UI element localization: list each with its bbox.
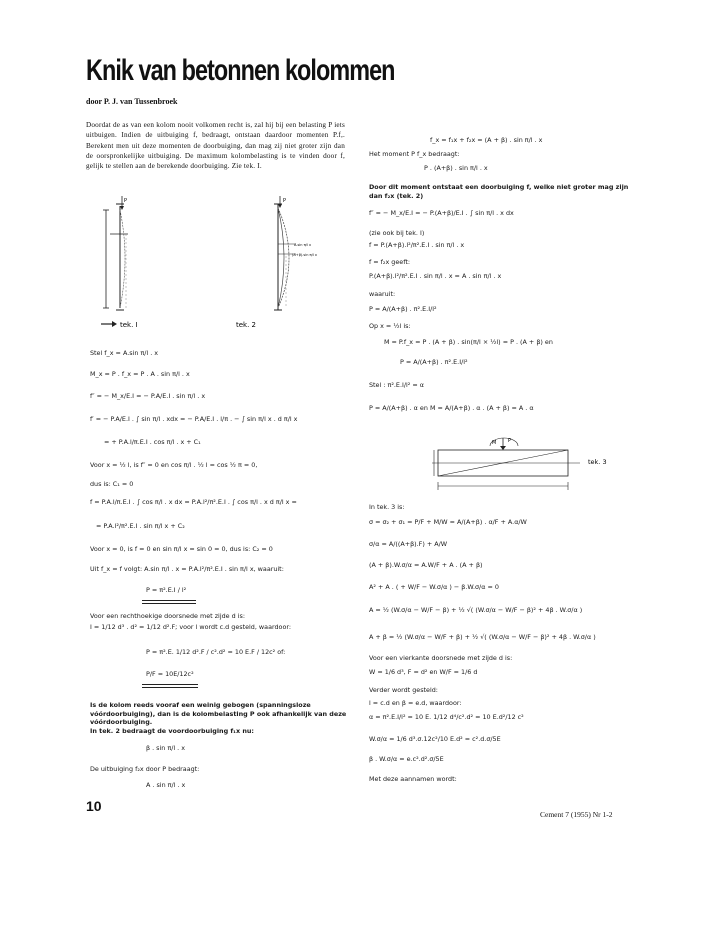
formula-left-9: = P.A.l²/π².E.I . sin π/l x + C₂ [96,522,185,530]
formula-right-26: Verder wordt gesteld: [369,686,438,694]
svg-text:P: P [124,198,128,204]
intro-paragraph: Doordat de as van een kolom nooit volkomen recht is, zal hij bij een belasting P iets uitbuigen. Indien de uitbuiging f, bedraagt, ontstaan daardoor momenten P.f,. Berekent men uit deze momenten de doorbuiging, dan mag zij niet groter zijn dan de oorspronkelijke uitbuiging. De maximum kolombelasting is te vinden door f, gelijk te stellen aan de berekende doorbuiging. Zie tek. I. [86,121,345,171]
formula-left-10: Voor x = 0, is f = 0 en sin π/l x = sin 0 = 0, dus is: C₂ = 0 [90,545,273,553]
formula-left-21: A . sin π/l . x [146,781,186,789]
figure-tek3 [430,436,630,496]
formula-right-24: Voor een vierkante doorsnede met zijde d is: [369,654,513,662]
formula-right-14: P = A/(A+β) . π².E.I/l² [400,358,468,366]
underline-rule [142,687,198,688]
tek3-label: tek. 3 [588,458,607,466]
formula-right-16: P = A/(A+β) . α en M = A/(A+β) . α . (A + β) = A . α [369,404,534,412]
formula-right-27: l = c.d en β = e.d, waardoor: [369,699,462,707]
formula-right-2: Het moment P f_x bedraagt: [369,150,460,158]
formula-left-18: In tek. 2 bedraagt de voordoorbuiging f₁x nu: [90,727,254,735]
svg-text:P: P [283,198,287,204]
tek2-curve-label-2: (A+β).sin π/l x [292,253,317,257]
formula-right-3: P . (A+β) . sin π/l . x [424,164,488,172]
formula-right-1: f_x = f₁x + f₂x = (A + β) . sin π/l . x [430,136,543,144]
formula-right-13: M = P.f_x = P . (A + β) . sin(π/l × ½l) = P . (A + β) en [384,338,553,346]
formula-right-28: α = π².E.I/l² = 10 E. 1/12 d⁴/c².d² = 10 E.d²/12 c² [369,713,524,721]
formula-left-17: Is de kolom reeds vooraf een weinig gebogen (spanningsloze vóórdoorbuiging), dan is de kolombelasting P ook afhankelijk van deze vóórdoorbuiging. [90,701,347,727]
formula-left-8: f = P.A.l/π.E.I . ∫ cos π/l . x dx = P.A.l²/π².E.I . ∫ cos π/l . x d π/l x = [90,498,297,506]
formula-right-15: Stel : π².E.I/l² = α [369,381,425,389]
formula-right-8: f = f₂x geeft: [369,258,411,266]
formula-left-13: Voor een rechthoekige doorsnede met zijde d is: [90,612,245,620]
journal-reference: Cement 7 (1955) Nr 1-2 [540,810,613,819]
formula-left-19: β . sin π/l . x [146,744,186,752]
formula-right-20: (A + β).W.σ/α = A.W/F + A . (A + β) [369,561,483,569]
formula-left-14: I = 1/12 d³ . d² = 1/12 d².F; voor l wordt c.d gesteld, waardoor: [90,623,292,631]
formula-right-30: β . W.σ/α = e.c².d².σ/5E [369,755,444,763]
underline-rule [142,600,196,601]
formula-right-19: σ/α = A/((A+β).F) + A/W [369,540,448,548]
page-number: 10 [86,798,102,814]
tek2-curve-label-1: A.sin π/l x [294,243,312,247]
formula-right-22: A = ½ (W.σ/α − W/F − β) + ½ √( (W.σ/α − W/F − β)² + 4β . W.σ/α ) [369,606,583,614]
author-byline: door P. J. van Tussenbroek [86,97,178,106]
formula-left-20: De uitbuiging f₂x door P bedraagt: [90,765,200,773]
formula-left-12: P = π².E.I / l² [146,586,187,594]
formula-right-25: W = 1/6 d³, F = d² en W/F = 1/6 d [369,668,478,676]
formula-right-5: f″ = − M_x/E.I = − P.(A+β)/E.I . ∫ sin π/l . x dx [369,209,514,217]
formula-left-16: P/F = 10E/12c² [146,670,194,678]
formula-right-18: σ = σ₂ + σ₁ = P/F + M/W = A/(A+β) . α/F + A.α/W [369,518,527,526]
formula-left-1: Stel f_x = A.sin π/l . x [90,349,159,357]
formula-right-9: P.(A+β).l²/π².E.I . sin π/l . x = A . sin π/l . x [369,272,502,280]
formula-right-29: W.σ/α = 1/6 d³.σ.12c²/10 E.d² = c².d.σ/5E [369,735,501,743]
formula-right-21: A² + A . ( + W/F − W.σ/α ) − β.W.σ/α = 0 [369,583,499,591]
formula-left-5: = + P.A.l/π.E.I . cos π/l . x + C₁ [104,438,201,446]
tek1-column-diagram [101,196,138,329]
formula-left-7: dus is: C₁ = 0 [90,480,134,488]
formula-right-12: Op x = ½l is: [369,322,411,330]
formula-right-7: f = P.(A+β).l²/π².E.I . sin π/l . x [369,241,465,249]
formula-right-31: Met deze aannamen wordt: [369,775,457,783]
tek2-label: tek. 2 [236,321,257,329]
svg-text:M: M [492,440,497,446]
underline-rule [142,684,198,685]
formula-left-4: f′ = − P.A/E.I . ∫ sin π/l . xdx = − P.A/E.I . l/π . − ∫ sin π/l x . d π/l x [90,415,298,423]
formula-left-6: Voor x = ½ l, is f″ = 0 en cos π/l . ½ l = cos ½ π = 0, [90,461,258,469]
formula-right-6: (zie ook bij tek. I) [369,229,425,237]
tek2-column-diagram [236,196,317,329]
formula-right-17: In tek. 3 is: [369,503,405,511]
formula-left-2: M_x = P . f_x = P . A . sin π/l . x [90,370,190,378]
underline-rule [142,603,196,604]
page-title: Knik van betonnen kolommen [86,54,395,87]
formula-left-3: f″ = − M_x/E.I = − P.A/E.I . sin π/l . x [90,392,206,400]
figure-tek1-tek2 [86,196,346,336]
tek1-label: tek. I [120,321,138,329]
formula-left-11: Uit f_x = f volgt: A.sin π/l . x = P.A.l²/π².E.I . sin π/l x, waaruit: [90,565,284,573]
formula-right-11: P = A/(A+β) . π².E.I/l² [369,305,437,313]
formula-right-4: Door dit moment ontstaat een doorbuiging f, welke niet groter mag zijn dan f₂x (tek. 2) [369,183,629,200]
formula-left-15: P = π².E. 1/12 d².F / c².d² = 10 E.F / 12c² of: [146,648,286,656]
formula-right-23: A + β = ½ (W.σ/α − W/F + β) + ½ √( (W.σ/α − W/F − β)² + 4β . W.σ/α ) [369,633,596,641]
svg-text:P: P [508,438,512,444]
formula-right-10: waaruit: [369,290,396,298]
